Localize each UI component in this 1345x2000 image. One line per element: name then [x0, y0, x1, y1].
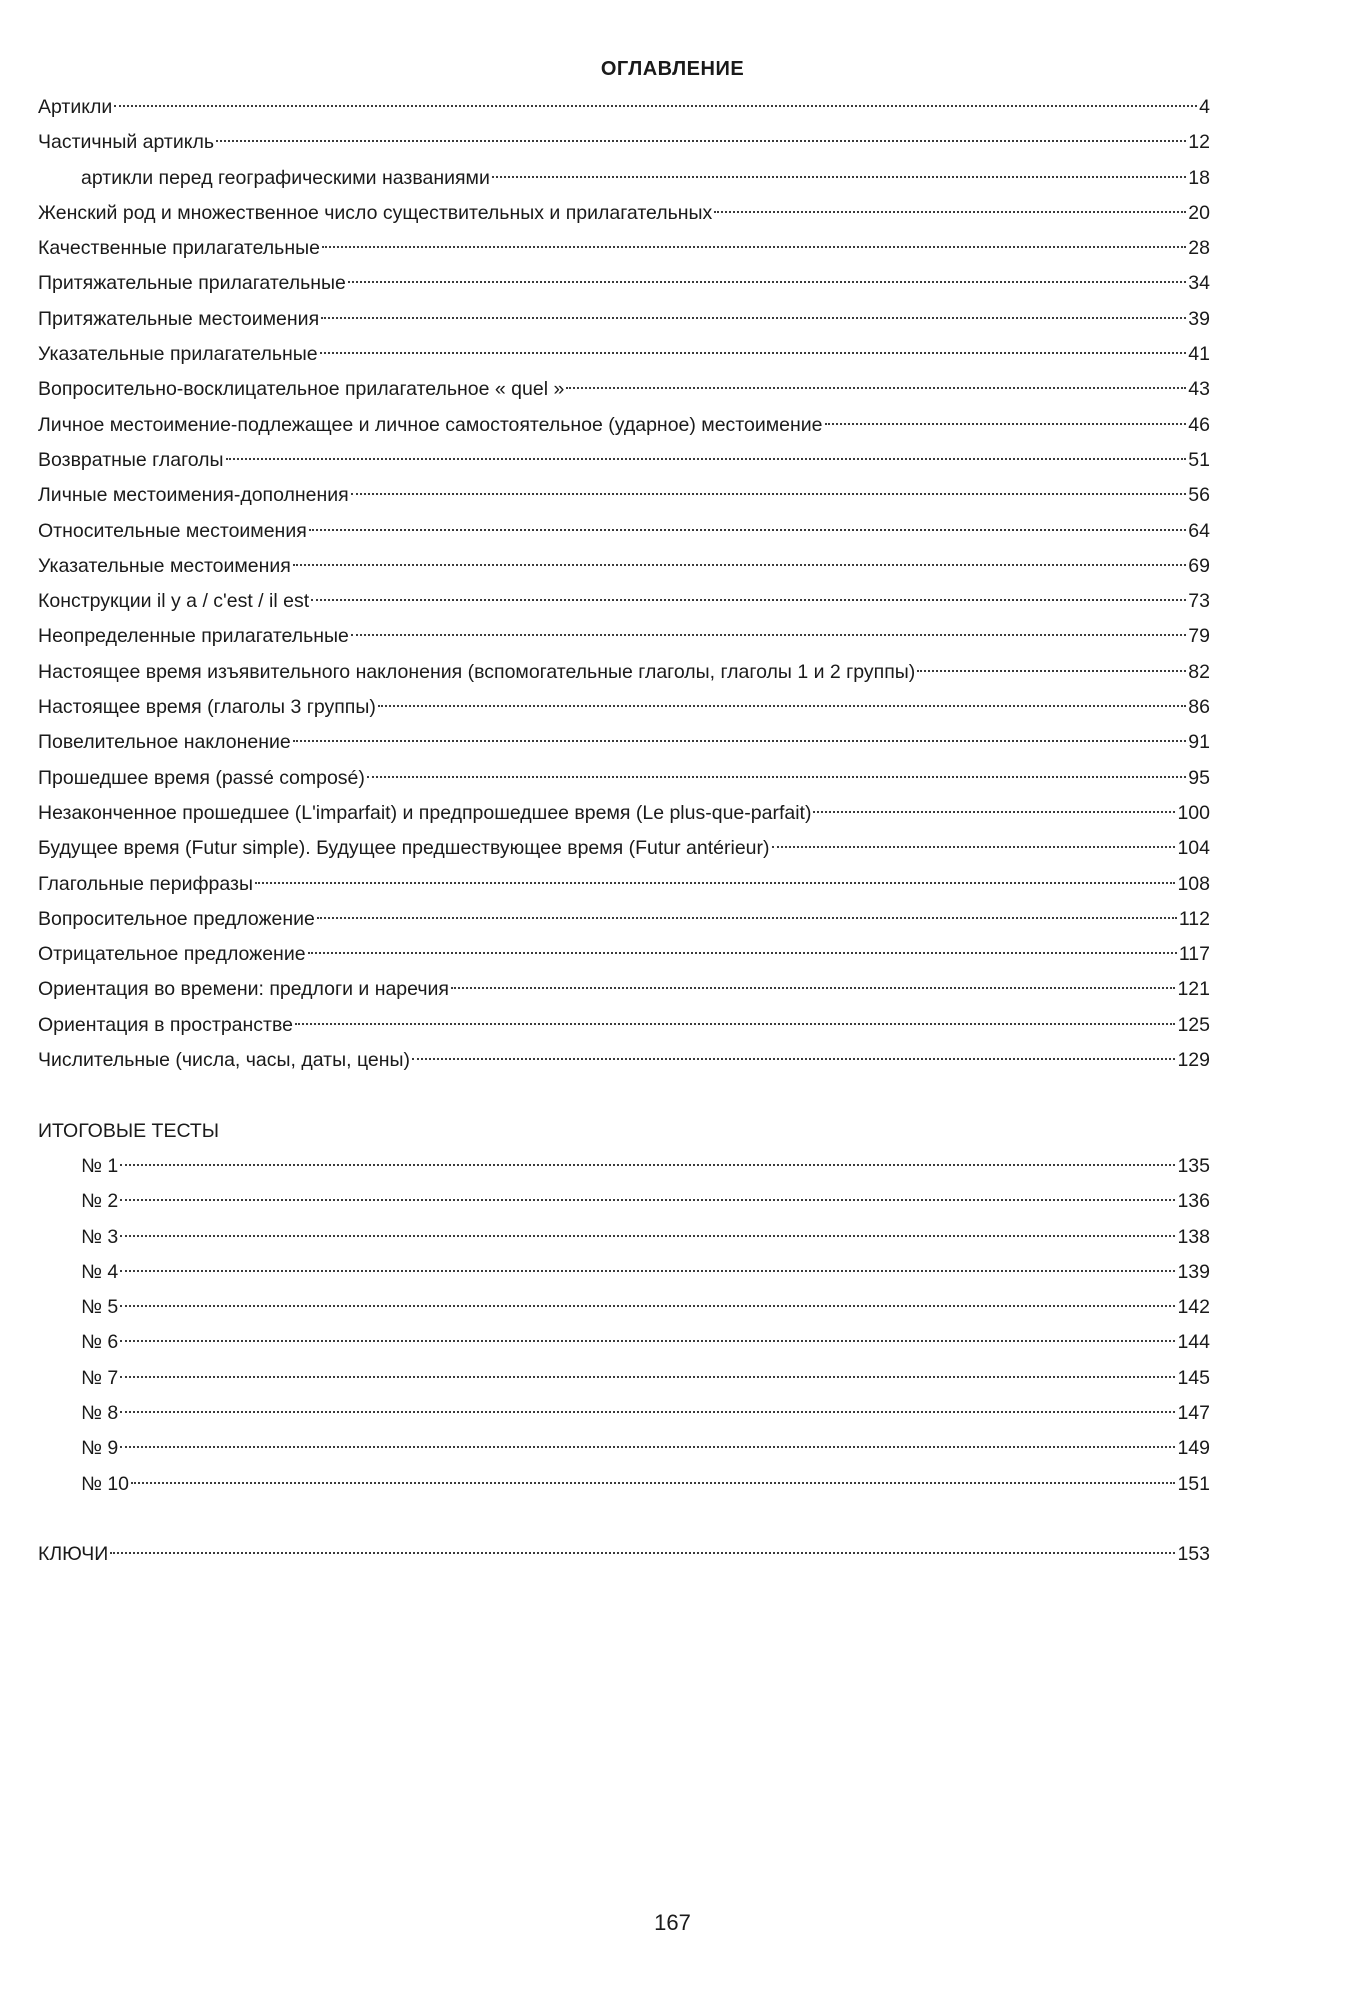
- dot-leader: [917, 670, 1186, 672]
- dot-leader: [131, 1482, 1175, 1484]
- toc-entry-label: № 5: [81, 1296, 119, 1319]
- dot-leader: [110, 1552, 1175, 1554]
- toc-entry-page: 34: [1188, 272, 1210, 295]
- dot-leader: [566, 387, 1186, 389]
- toc-entry[interactable]: [38, 514, 1210, 549]
- toc-entry-page: 149: [1177, 1437, 1210, 1460]
- toc-entry-page: 43: [1188, 378, 1210, 401]
- toc-entry-label: Возвратные глаголы: [38, 448, 224, 471]
- toc-entry-label: Глагольные перифразы: [38, 872, 253, 895]
- toc-entry[interactable]: [38, 549, 1210, 584]
- toc-entry-page: 4: [1199, 96, 1210, 118]
- dot-leader: [813, 811, 1175, 813]
- toc-entry-label: № 7: [81, 1366, 119, 1389]
- test-entry[interactable]: [38, 1184, 1210, 1219]
- toc-entry-label: Ориентация во времени: предлоги и наречия: [38, 978, 449, 1001]
- toc-entry[interactable]: [38, 690, 1210, 725]
- dot-leader: [309, 529, 1187, 531]
- toc-entry[interactable]: [38, 408, 1210, 443]
- dot-leader: [322, 246, 1186, 248]
- dot-leader: [120, 1446, 1175, 1448]
- toc-entry[interactable]: [38, 867, 1210, 902]
- test-entry[interactable]: [38, 1467, 1210, 1502]
- dot-leader: [255, 882, 1175, 884]
- dot-leader: [492, 176, 1186, 178]
- dot-leader: [120, 1235, 1175, 1237]
- page-number: 167: [654, 1910, 691, 1935]
- dot-leader: [120, 1411, 1175, 1413]
- toc-entry-label: Женский род и множественное число существительных и прилагательных: [38, 201, 713, 224]
- toc-entry-label: Неопределенные прилагательные: [38, 625, 349, 648]
- toc-entry-label: артикли перед географическими названиями: [81, 166, 490, 189]
- toc-entry-page: 56: [1188, 484, 1210, 507]
- toc-entry-label: Артикли: [38, 96, 113, 118]
- toc-entry[interactable]: [38, 337, 1210, 372]
- toc-entry[interactable]: [38, 231, 1210, 266]
- dot-leader: [320, 352, 1187, 354]
- tests-heading: ИТОГОВЫЕ ТЕСТЫ: [38, 1119, 220, 1142]
- dot-leader: [311, 599, 1186, 601]
- toc-entry[interactable]: [38, 972, 1210, 1007]
- dot-leader: [412, 1058, 1175, 1060]
- toc-entry-label: Отрицательное предложение: [38, 943, 306, 966]
- toc-entry-page: 69: [1188, 554, 1210, 577]
- toc-entry-label: № 8: [81, 1401, 119, 1424]
- dot-leader: [120, 1376, 1175, 1378]
- dot-leader: [321, 317, 1186, 319]
- dot-leader: [120, 1270, 1175, 1272]
- test-entry[interactable]: [38, 1255, 1210, 1290]
- toc-entry-page: 138: [1177, 1225, 1210, 1248]
- toc-entry-label: Прошедшее время (passé composé): [38, 766, 365, 789]
- dot-leader: [120, 1340, 1175, 1342]
- toc-entry-page: 145: [1177, 1366, 1210, 1389]
- toc-entry[interactable]: [38, 831, 1210, 866]
- toc-entry-page: 117: [1178, 943, 1210, 966]
- toc-entry-page: 64: [1188, 519, 1210, 542]
- dot-leader: [295, 1023, 1176, 1025]
- dot-leader: [772, 846, 1176, 848]
- toc-entry-label: Настоящее время изъявительного наклонения (вспомогательные глаголы, глаголы 1 и 2 группы): [38, 660, 916, 683]
- toc-entry-page: 147: [1177, 1401, 1210, 1424]
- toc-entry[interactable]: [38, 125, 1210, 160]
- toc-entry[interactable]: [38, 302, 1210, 337]
- toc-entry-page: 151: [1177, 1472, 1210, 1495]
- dot-leader: [317, 917, 1177, 919]
- dot-leader: [120, 1164, 1175, 1166]
- toc-entry[interactable]: [38, 937, 1210, 972]
- toc-entry-label: № 6: [81, 1331, 119, 1354]
- toc-entry-label: Конструкции il y a / c'est / il est: [38, 590, 310, 613]
- toc-entry[interactable]: [38, 902, 1210, 937]
- dot-leader: [378, 705, 1186, 707]
- toc-entry-page: 129: [1177, 1049, 1210, 1072]
- test-entry[interactable]: [38, 1325, 1210, 1360]
- toc-entry-page: 135: [1177, 1154, 1210, 1177]
- toc-entry-page: 86: [1188, 696, 1210, 719]
- test-entry[interactable]: [38, 1431, 1210, 1466]
- toc-entry[interactable]: [38, 1043, 1210, 1078]
- dot-leader: [351, 634, 1186, 636]
- test-entry[interactable]: [38, 1149, 1210, 1184]
- toc-entry-label: Личное местоимение-подлежащее и личное самостоятельное (ударное) местоимение: [38, 413, 823, 436]
- toc-entry-label: КЛЮЧИ: [38, 1543, 109, 1566]
- toc-entry-page: 153: [1177, 1543, 1210, 1566]
- dot-leader: [451, 987, 1175, 989]
- toc-entry-label: № 2: [81, 1190, 119, 1213]
- toc-entry-page: 91: [1188, 731, 1210, 754]
- toc-entry-page: 125: [1177, 1013, 1210, 1036]
- dot-leader: [348, 281, 1186, 283]
- toc-entry-label: № 10: [81, 1472, 130, 1495]
- toc-entry-page: 108: [1177, 872, 1210, 895]
- toc-entry-page: 73: [1188, 590, 1210, 613]
- toc-entry-label: Указательные прилагательные: [38, 343, 318, 366]
- toc-entry-page: 46: [1188, 413, 1210, 436]
- toc-entry[interactable]: [38, 796, 1210, 831]
- spacer: [38, 1502, 1210, 1537]
- toc-entry-label: № 4: [81, 1260, 119, 1283]
- toc-entry-page: 20: [1188, 201, 1210, 224]
- toc-entry-page: 18: [1188, 166, 1210, 189]
- dot-leader: [293, 740, 1187, 742]
- keys-entry[interactable]: [38, 1537, 1210, 1572]
- toc-entry-label: Вопросительно-восклицательное прилагательное « quel »: [38, 378, 565, 401]
- toc-entry-label: № 3: [81, 1225, 119, 1248]
- toc-entry-page: 28: [1188, 237, 1210, 260]
- test-entry[interactable]: [38, 1290, 1210, 1325]
- toc-entry-page: 121: [1177, 978, 1210, 1001]
- toc-entry-label: Вопросительное предложение: [38, 907, 315, 930]
- toc-entry-page: 136: [1177, 1190, 1210, 1213]
- dot-leader: [308, 952, 1177, 954]
- dot-leader: [714, 211, 1186, 213]
- dot-leader: [351, 493, 1187, 495]
- toc-entry[interactable]: [38, 584, 1210, 619]
- toc-entry[interactable]: [38, 196, 1210, 231]
- test-entry[interactable]: [38, 1220, 1210, 1255]
- toc-entry[interactable]: [38, 266, 1210, 301]
- toc-entry-label: № 9: [81, 1437, 119, 1460]
- dot-leader: [120, 1199, 1175, 1201]
- toc-entry-page: 82: [1188, 660, 1210, 683]
- toc-entry[interactable]: [38, 478, 1210, 513]
- toc-entry-label: Качественные прилагательные: [38, 237, 320, 260]
- toc-entry-page: 100: [1177, 801, 1210, 824]
- dot-leader: [367, 776, 1186, 778]
- table-of-contents: [38, 90, 1210, 1572]
- toc-entry[interactable]: [38, 90, 1210, 125]
- dot-leader: [120, 1305, 1175, 1307]
- toc-entry-page: 51: [1188, 448, 1210, 471]
- toc-entry-page: 142: [1177, 1296, 1210, 1319]
- toc-entry-label: Настоящее время (глаголы 3 группы): [38, 696, 376, 719]
- toc-entry-label: Ориентация в пространстве: [38, 1013, 293, 1036]
- dot-leader: [825, 423, 1187, 425]
- toc-entry-page: 12: [1188, 131, 1210, 154]
- toc-entry-label: Личные местоимения-дополнения: [38, 484, 349, 507]
- toc-entry[interactable]: [38, 1008, 1210, 1043]
- toc-entry-page: 79: [1188, 625, 1210, 648]
- spacer: [38, 1078, 1210, 1113]
- toc-entry-label: Будущее время (Futur simple). Будущее предшествующее время (Futur antérieur): [38, 837, 770, 860]
- dot-leader: [293, 564, 1186, 566]
- toc-entry-page: 144: [1177, 1331, 1210, 1354]
- toc-entry-page: 95: [1188, 766, 1210, 789]
- test-entry[interactable]: [38, 1396, 1210, 1431]
- toc-entry-page: 139: [1177, 1260, 1210, 1283]
- toc-entry-label: Повелительное наклонение: [38, 731, 291, 754]
- toc-entry[interactable]: [38, 619, 1210, 654]
- toc-entry-page: 112: [1178, 907, 1210, 930]
- toc-entry-label: Относительные местоимения: [38, 519, 307, 542]
- toc-entry-label: Числительные (числа, часы, даты, цены): [38, 1049, 411, 1072]
- toc-entry-label: Указательные местоимения: [38, 554, 291, 577]
- toc-entry-label: Притяжательные прилагательные: [38, 272, 346, 295]
- toc-entry[interactable]: [38, 655, 1210, 690]
- toc-entry[interactable]: [38, 761, 1210, 796]
- dot-leader: [226, 458, 1187, 460]
- toc-entry-label: № 1: [81, 1154, 119, 1177]
- dot-leader: [216, 140, 1186, 142]
- dot-leader: [114, 105, 1197, 107]
- toc-subentry[interactable]: [38, 161, 1210, 196]
- toc-entry-page: 39: [1188, 307, 1210, 330]
- toc-entry-page: 41: [1188, 343, 1210, 366]
- toc-entry[interactable]: [38, 725, 1210, 760]
- page-title: ОГЛАВЛЕНИЕ: [600, 58, 745, 80]
- toc-entry-label: Притяжательные местоимения: [38, 307, 320, 330]
- toc-entry-page: 104: [1177, 837, 1210, 860]
- toc-entry-label: Незаконченное прошедшее (L'imparfait) и предпрошедшее время (Le plus-que-parfait): [38, 801, 812, 824]
- toc-entry-label: Частичный артикль: [38, 131, 215, 154]
- test-entry[interactable]: [38, 1361, 1210, 1396]
- toc-entry[interactable]: [38, 372, 1210, 407]
- toc-entry[interactable]: [38, 443, 1210, 478]
